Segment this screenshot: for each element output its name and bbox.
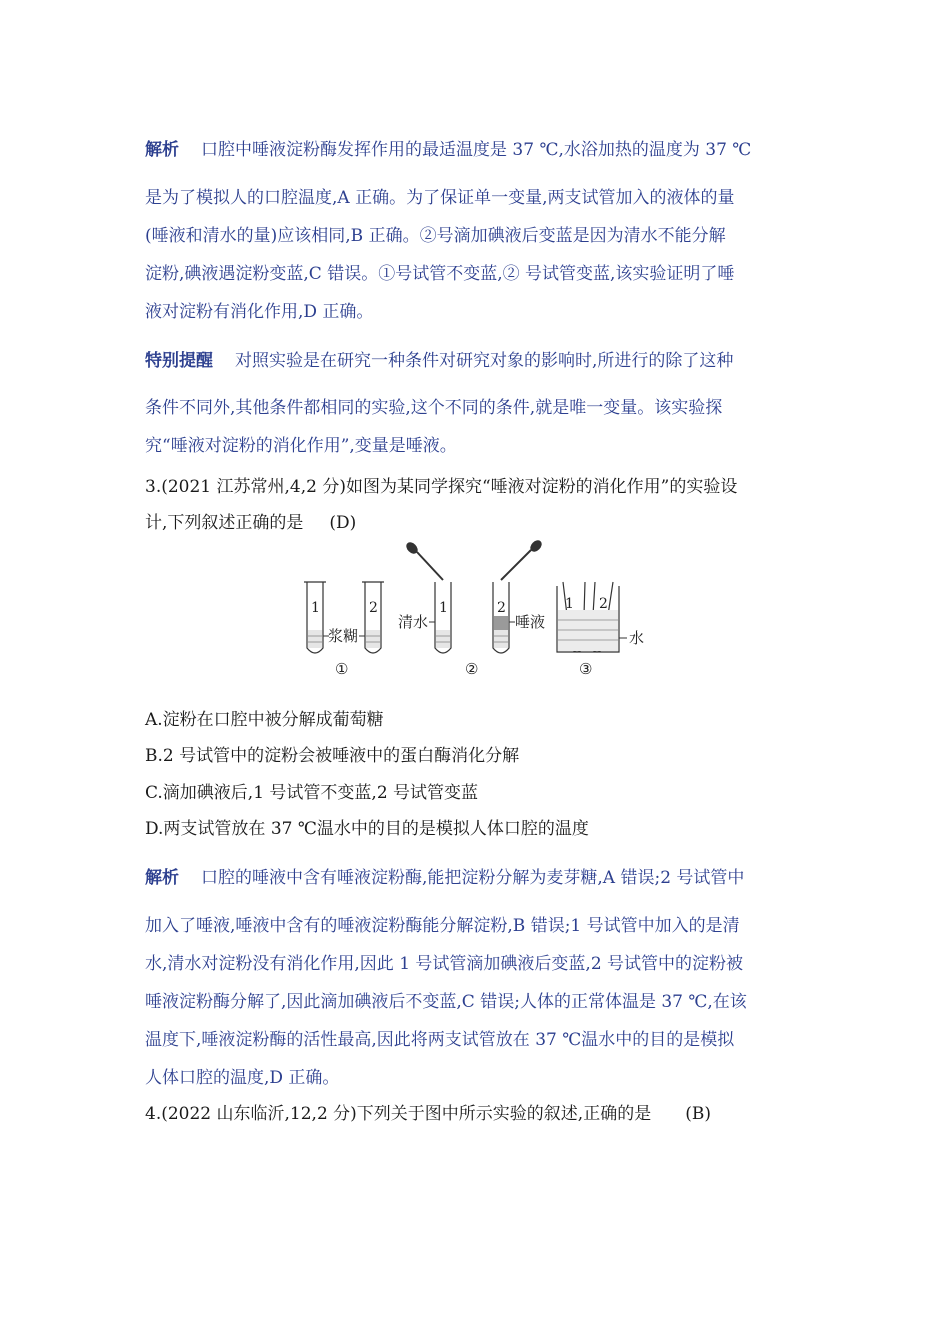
experiment-figure — [295, 540, 655, 680]
q3-option-a: A.淀粉在口腔中被分解成葡萄糖 — [145, 710, 384, 730]
tip-line-1: 特别提醒 对照实验是在研究一种条件对研究对象的影响时,所进行的除了这种 — [145, 351, 734, 371]
analysis-1-line-3: (唾液和清水的量)应该相同,B 正确。②号滴加碘液后变蓝是因为清水不能分解 — [145, 226, 726, 246]
tip-line-3: 究“唾液对淀粉的消化作用”,变量是唾液。 — [145, 436, 457, 456]
tip-line-2: 条件不同外,其他条件都相同的实验,这个不同的条件,就是唯一变量。该实验探 — [145, 398, 723, 418]
step-2-label: ② — [465, 660, 479, 678]
q4-answer: (B) — [685, 1104, 711, 1124]
analysis-1-line-2: 是为了模拟人的口腔温度,A 正确。为了保证单一变量,两支试管加入的液体的量 — [145, 188, 735, 208]
tube-2-label-b: 2 — [497, 600, 506, 616]
analysis-2-line-4: 唾液淀粉酶分解了,因此滴加碘液后不变蓝,C 错误;人体的正常体温是 37 ℃,在该 — [145, 992, 747, 1012]
tube-1-label-a: 1 — [311, 600, 320, 616]
analysis-1-line-4: 淀粉,碘液遇淀粉变蓝,C 错误。①号试管不变蓝,② 号试管变蓝,该实验证明了唾 — [145, 264, 735, 284]
q3-line-1: 3.(2021 江苏常州,4,2 分)如图为某同学探究“唾液对淀粉的消化作用”的实验设 — [145, 477, 738, 497]
tube-1-label-b: 1 — [439, 600, 448, 616]
q3-answer: (D) — [329, 513, 357, 533]
tube-2-label-a: 2 — [369, 600, 378, 616]
tube-2-label-c: 2 — [599, 596, 608, 612]
analysis-2-line-5: 温度下,唾液淀粉酶的活性最高,因此将两支试管放在 37 ℃温水中的目的是模拟 — [145, 1030, 735, 1050]
q3-option-b: B.2 号试管中的淀粉会被唾液中的蛋白酶消化分解 — [145, 746, 520, 766]
tip-label: 特别提醒 — [145, 351, 213, 371]
analysis-2-label: 解析 — [145, 868, 179, 888]
analysis-2-line-3: 水,清水对淀粉没有消化作用,因此 1 号试管滴加碘液后变蓝,2 号试管中的淀粉被 — [145, 954, 744, 974]
analysis-2-line-1: 解析 口腔的唾液中含有唾液淀粉酶,能把淀粉分解为麦芽糖,A 错误;2 号试管中 — [145, 868, 745, 888]
analysis-2-line-2: 加入了唾液,唾液中含有的唾液淀粉酶能分解淀粉,B 错误;1 号试管中加入的是清 — [145, 916, 740, 936]
water-label: 水 — [629, 629, 645, 647]
step-1-label: ① — [335, 660, 349, 678]
q3-option-d: D.两支试管放在 37 ℃温水中的目的是模拟人体口腔的温度 — [145, 819, 589, 839]
q3-option-c: C.滴加碘液后,1 号试管不变蓝,2 号试管变蓝 — [145, 783, 479, 803]
q3-line-2: 计,下列叙述正确的是 (D) — [145, 513, 357, 533]
water-clear-label: 清水 — [398, 613, 429, 631]
paste-label: 浆糊 — [328, 627, 359, 645]
saliva-label: 唾液 — [515, 613, 546, 631]
analysis-1-label: 解析 — [145, 140, 179, 160]
analysis-2-line-6: 人体口腔的温度,D 正确。 — [145, 1068, 340, 1088]
step-3-label: ③ — [579, 660, 593, 678]
analysis-1-line-1: 解析 口腔中唾液淀粉酶发挥作用的最适温度是 37 ℃,水浴加热的温度为 37 ℃ — [145, 140, 752, 160]
analysis-1-line-5: 液对淀粉有消化作用,D 正确。 — [145, 302, 374, 322]
q4-line: 4.(2022 山东临沂,12,2 分)下列关于图中所示实验的叙述,正确的是 (B) — [145, 1104, 711, 1124]
tube-1-label-c: 1 — [565, 596, 574, 612]
